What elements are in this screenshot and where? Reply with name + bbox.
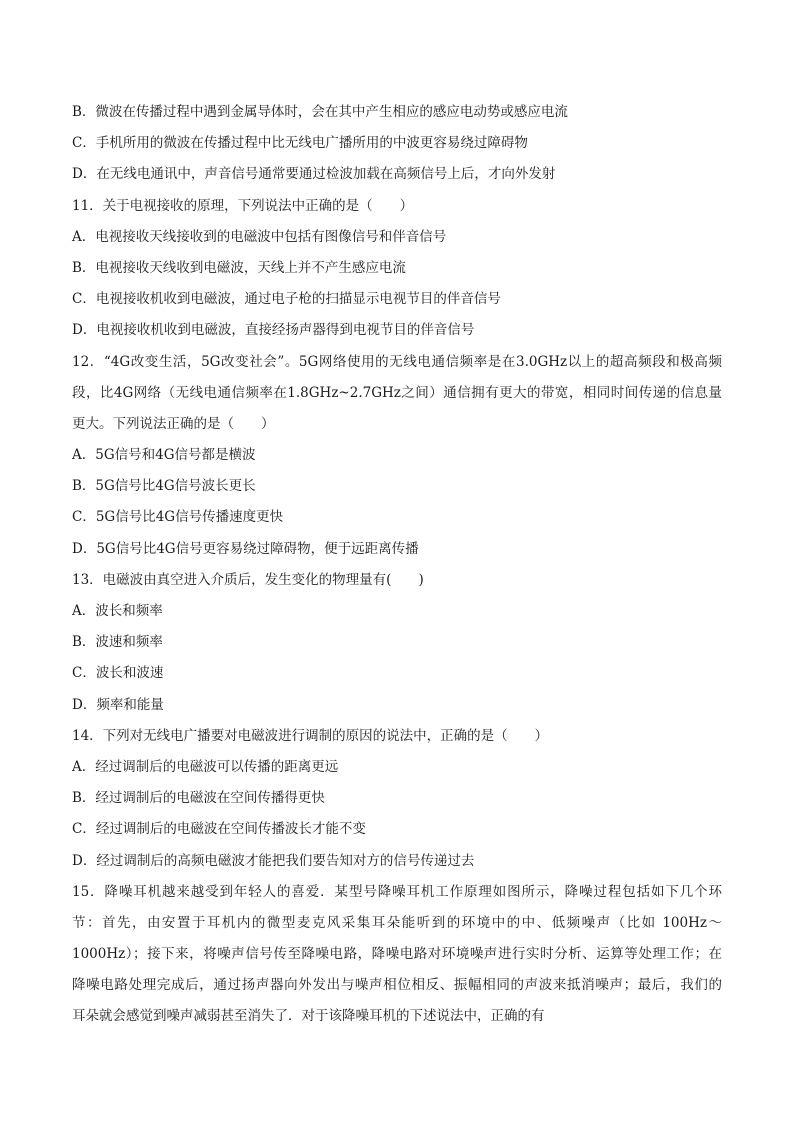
- q14-stem: 14．下列对无线电广播要对电磁波进行调制的原因的说法中，正确的是（ ）: [72, 727, 549, 744]
- q15-stem-line-4: 降噪电路处理完成后，通过扬声器向外发出与噪声相位相反、振幅相同的声波来抵消噪声；最后，我们的: [72, 977, 722, 994]
- q11-option-a: A．电视接收天线接收到的电磁波中包括有图像信号和伴音信号: [72, 228, 447, 245]
- q13-option-a: A．波长和频率: [72, 603, 163, 619]
- q14-option-a: A．经过调制后的电磁波可以传播的距离更远: [72, 758, 339, 775]
- q10-option-b: B．微波在传播过程中遇到金属导体时，会在其中产生相应的感应电动势或感应电流: [72, 104, 568, 120]
- q13-option-b: B．波速和频率: [72, 634, 163, 651]
- q14-option-d: D．经过调制后的高频电磁波才能把我们要告知对方的信号传递过去: [72, 852, 475, 869]
- q10-option-d: D．在无线电通讯中，声音信号通常要通过检波加载在高频信号上后，才向外发射: [72, 166, 556, 183]
- q11-option-b: B．电视接收天线收到电磁波，天线上并不产生感应电流: [72, 259, 406, 276]
- q12-stem-line-1: 12．“4G改变生活，5G改变社会”。5G网络使用的无线电通信频率是在3.0GHz以上的超高频段和极高频: [72, 353, 722, 370]
- q15-stem-line-1: 15．降噪耳机越来越受到年轻人的喜爱．某型号降噪耳机工作原理如图所示，降噪过程包括如下几个环: [72, 883, 722, 900]
- q12-stem-line-3: 更大。下列说法正确的是（ ）: [72, 415, 275, 432]
- q11-stem: 11．关于电视接收的原理，下列说法中正确的是（ ）: [72, 197, 414, 214]
- exam-page: [72, 97, 722, 1033]
- q15-stem-line-2: 节：首先，由安置于耳机内的微型麦克风采集耳朵能听到的环境中的中、低频噪声（比如 100Hz～: [72, 914, 722, 931]
- q14-option-c: C．经过调制后的电磁波在空间传播波长才能不变: [72, 821, 366, 838]
- q13-option-c: C．波长和波速: [72, 665, 164, 682]
- q15-stem-line-5: 耳朵就会感觉到噪声减弱甚至消失了．对于该降噪耳机的下述说法中，正确的有: [72, 1008, 545, 1025]
- q10-option-c: C．手机所用的微波在传播过程中比无线电广播所用的中波更容易绕过障碍物: [72, 135, 528, 152]
- q14-option-b: B．经过调制后的电磁波在空间传播得更快: [72, 790, 325, 807]
- q12-option-a: A．5G信号和4G信号都是横波: [72, 447, 256, 464]
- q15-stem-line-3: 1000Hz）；接下来，将噪声信号传至降噪电路，降噪电路对环境噪声进行实时分析、运算等处理工作；在: [72, 946, 722, 963]
- q12-stem-line-2: 段，比4G网络（无线电通信频率在1.8GHz~2.7GHz之间）通信拥有更大的带宽，相同时间传递的信息量: [72, 384, 722, 401]
- q13-option-d: D．频率和能量: [72, 696, 164, 713]
- q12-option-d: D．5G信号比4G信号更容易绕过障碍物，便于远距离传播: [72, 540, 419, 557]
- q13-stem: 13．电磁波由真空进入介质后，发生变化的物理量有( ): [72, 571, 424, 588]
- q11-option-c: C．电视接收机收到电磁波，通过电子枪的扫描显示电视节目的伴音信号: [72, 291, 501, 308]
- q12-option-b: B．5G信号比4G信号波长更长: [72, 478, 256, 495]
- q11-option-d: D．电视接收机收到电磁波，直接经扬声器得到电视节目的伴音信号: [72, 322, 475, 339]
- q12-option-c: C．5G信号比4G信号传播速度更快: [72, 509, 284, 526]
